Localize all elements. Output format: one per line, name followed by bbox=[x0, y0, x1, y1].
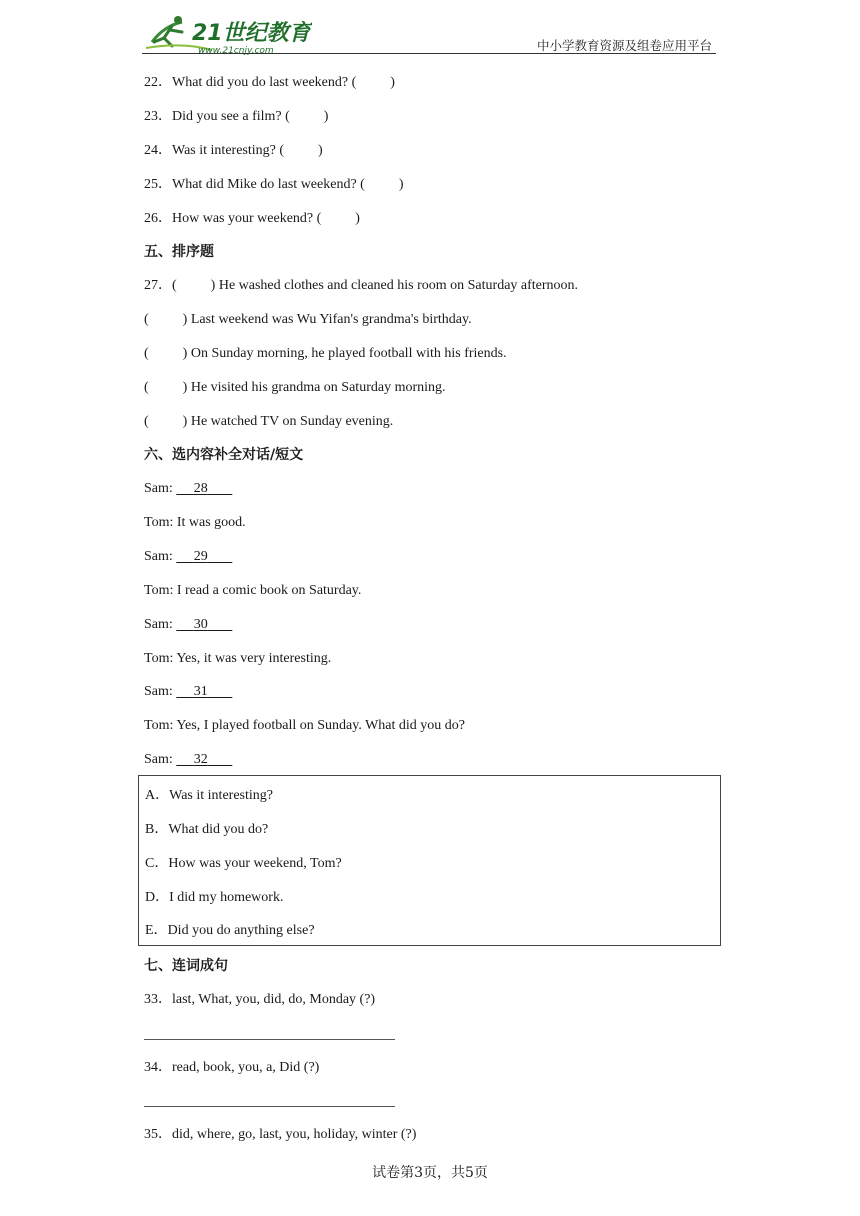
logo-text: 21世纪教育 bbox=[192, 21, 311, 46]
question-26: 26．How was your weekend? ( ) bbox=[144, 211, 360, 226]
ordering-item: ( ) On Sunday morning, he played football with his friends. bbox=[144, 346, 507, 361]
site-logo bbox=[142, 12, 312, 56]
options-box bbox=[138, 775, 721, 946]
section-title-word-order: 七、连词成句 bbox=[144, 958, 228, 974]
option-a: A．Was it interesting? bbox=[145, 788, 273, 803]
question-22: 22．What did you do last weekend? ( ) bbox=[144, 75, 395, 90]
platform-name: 中小学教育资源及组卷应用平台 bbox=[536, 38, 712, 53]
question-24: 24．Was it interesting? ( ) bbox=[144, 143, 323, 158]
option-e: E．Did you do anything else? bbox=[145, 923, 315, 938]
dialogue-line-blank-29: Sam: 29 bbox=[144, 549, 208, 564]
question-35: 35．did, where, go, last, you, holiday, winter (?) bbox=[144, 1127, 417, 1142]
option-c: C．How was your weekend, Tom? bbox=[145, 856, 342, 871]
dialogue-line-blank-28: Sam: 28 bbox=[144, 481, 208, 496]
question-33: 33．last, What, you, did, do, Monday (?) bbox=[144, 992, 376, 1007]
question-23: 23．Did you see a film? ( ) bbox=[144, 109, 329, 124]
answer-line-33[interactable] bbox=[144, 1039, 395, 1040]
page-footer: 试卷第3页，共5页 bbox=[372, 1165, 488, 1181]
question-34: 34．read, book, you, a, Did (?) bbox=[144, 1060, 320, 1075]
ordering-item: 27．( ) He washed clothes and cleaned his room on Saturday afternoon. bbox=[144, 278, 579, 293]
dialogue-line: Tom: Yes, it was very interesting. bbox=[144, 651, 332, 666]
dialogue-line: Tom: I read a comic book on Saturday. bbox=[144, 583, 362, 598]
dialogue-line-blank-30: Sam: 30 bbox=[144, 617, 208, 632]
dialogue-line: Tom: It was good. bbox=[144, 515, 246, 530]
question-25: 25．What did Mike do last weekend? ( ) bbox=[144, 177, 404, 192]
ordering-item: ( ) Last weekend was Wu Yifan's grandma's birthday. bbox=[144, 312, 472, 327]
section-title-dialogue: 六、选内容补全对话/短文 bbox=[144, 447, 304, 463]
page-header bbox=[142, 10, 716, 56]
runner-logo-icon bbox=[142, 12, 312, 56]
header-divider bbox=[142, 53, 716, 54]
answer-line-34[interactable] bbox=[144, 1106, 395, 1107]
option-d: D．I did my homework. bbox=[145, 890, 284, 905]
logo-url: www.21cnjy.com bbox=[198, 46, 274, 56]
section-title-ordering: 五、排序题 bbox=[144, 244, 214, 260]
dialogue-line-blank-31: Sam: 31 bbox=[144, 684, 208, 699]
ordering-item: ( ) He watched TV on Sunday evening. bbox=[144, 414, 394, 429]
ordering-item: ( ) He visited his grandma on Saturday morning. bbox=[144, 380, 446, 395]
option-b: B．What did you do? bbox=[145, 822, 269, 837]
dialogue-line: Tom: Yes, I played football on Sunday. What did you do? bbox=[144, 718, 465, 733]
dialogue-line-blank-32: Sam: 32 bbox=[144, 752, 208, 767]
